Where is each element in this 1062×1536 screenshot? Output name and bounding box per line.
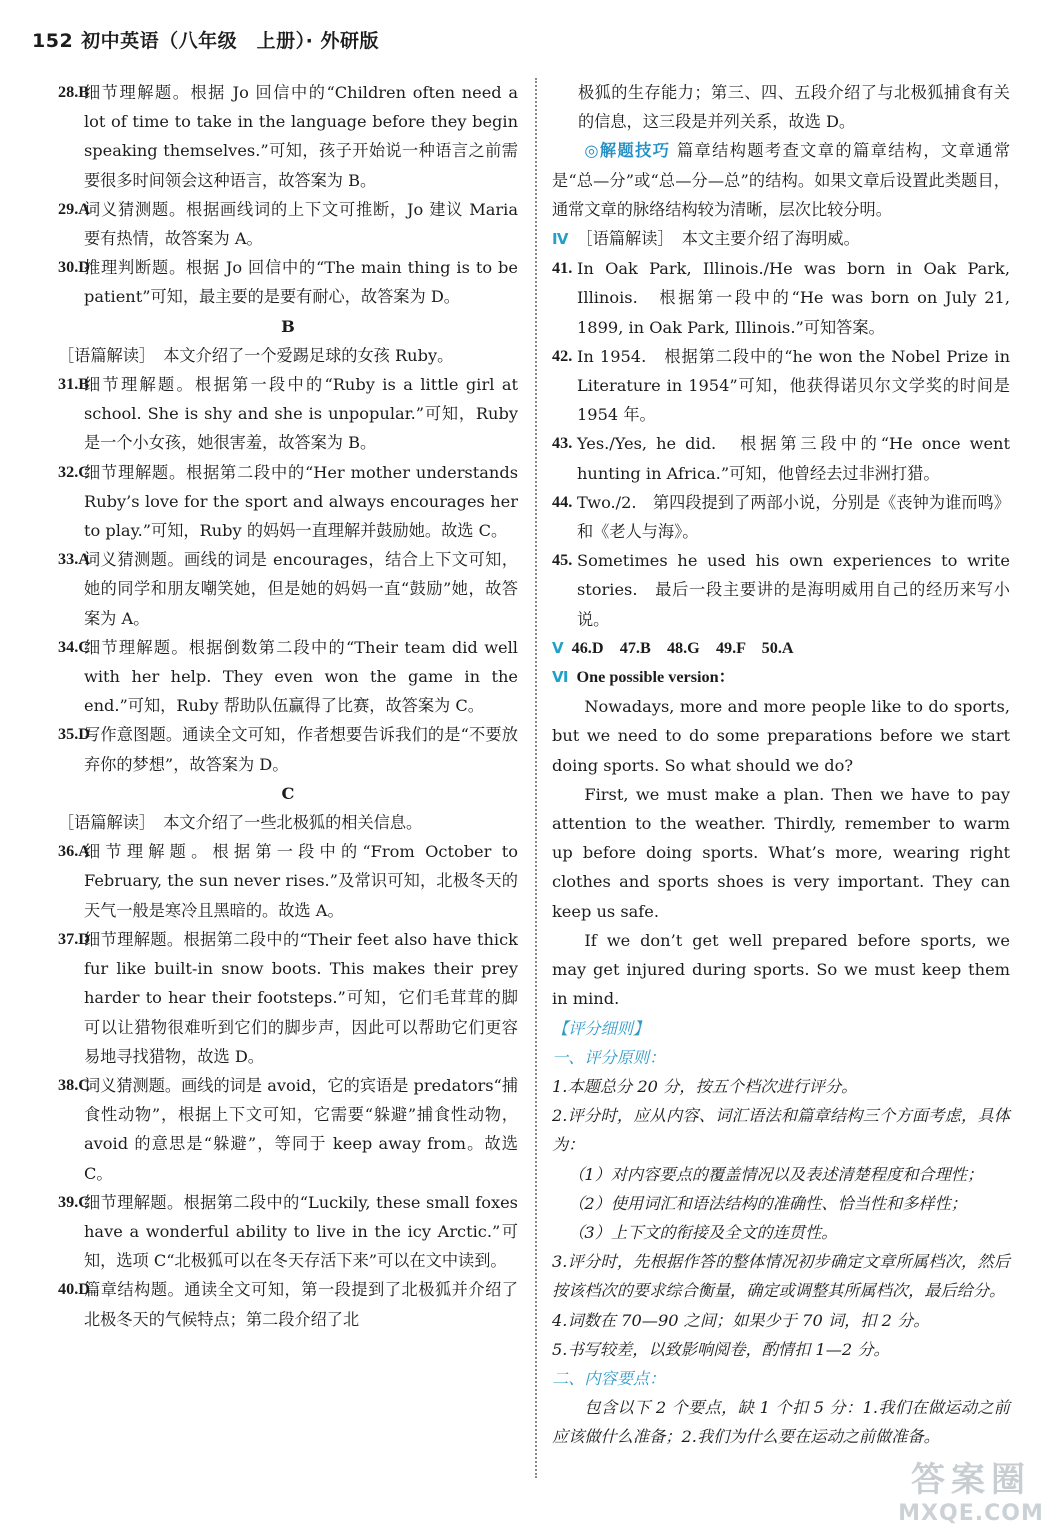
- answer-text: 细节理解题。根据第一段中的“From October to February, the sun never rises.”及常识可知，北极冬天的天气一般是寒冷且黑暗的。故选 A。: [84, 842, 518, 920]
- right-column: [552, 78, 1010, 1452]
- answer-item: [58, 720, 518, 778]
- section-5-answers: [552, 634, 1010, 663]
- roman-numeral-icon: Ⅴ: [552, 638, 564, 657]
- rubric-line: 4.词数在 70—90 之间；如果少于 70 词，扣 2 分。: [552, 1310, 930, 1330]
- section-c-heading: C: [281, 783, 295, 803]
- answer-item: [58, 925, 518, 1071]
- answer-item: [58, 633, 518, 721]
- roman-numeral-icon: Ⅳ: [552, 230, 569, 249]
- page-number: 152: [32, 30, 74, 52]
- answer-text: In 1954. 根据第二段中的“he won the Nobel Prize in Literature in 1954”可知，他获得诺贝尔文学奖的时间是 1954 年。: [577, 346, 1010, 425]
- answer-number: 30.D: [58, 258, 90, 277]
- rubric-line: 5.书写较差，以致影响阅卷，酌情扣 1—2 分。: [552, 1339, 890, 1359]
- essay-paragraph: If we don’t get well prepared before sports, we may get injured during sports. So we must keep them in mind.: [552, 930, 1010, 1009]
- answer-item: [58, 837, 518, 925]
- left-column: [58, 78, 518, 1334]
- essay-paragraph: First, we must make a plan. Then we have to pay attention to the weather. Thirdly, remember to warm up before doing sports. What’s more, wearing right clothes and sports shoes is very important. They can keep us safe.: [552, 784, 1010, 921]
- rubric-line: 3.评分时，先根据作答的整体情况初步确定文章所属档次，然后按该档次的要求综合衡量，确定或调整其所属档次，最后给分。: [552, 1252, 1010, 1301]
- answer-number: 36.A: [58, 842, 90, 861]
- section-4-heading: [552, 224, 1010, 254]
- section-6-heading: [552, 663, 1010, 692]
- answer-item: [552, 342, 1010, 430]
- answer-number: 42.: [552, 346, 573, 365]
- answer-number: 38.C: [58, 1075, 90, 1094]
- answer-text: 细节理解题。根据第二段中的“Their feet also have thick fur like built-in snow boots. This makes their prey harder to hear their footsteps.”可知，它们毛茸茸的脚可以让猎物很难听到它们的脚步声，因此可以帮助它们更容易地寻找猎物，故选 D。: [84, 929, 518, 1066]
- answer-number: 33.A: [58, 550, 90, 569]
- answer-text: 篇章结构题。通读全文可知，第一段提到了北极狐并介绍了北极冬天的气候特点；第二段介绍了北: [84, 1280, 518, 1329]
- answer-item: [552, 254, 1010, 342]
- answer-item: [552, 488, 1010, 546]
- rubric-line: （2）使用词汇和语法结构的准确性、恰当性和多样性；: [568, 1193, 967, 1213]
- answer-number: 28.B: [58, 83, 90, 101]
- section-5-text: 46.D 47.B 48.G 49.F 50.A: [571, 638, 794, 657]
- answer-text: 细节理解题。根据 Jo 回信中的“Children often need a lot of time to take in the language before they begin speaking themselves.”可知，孩子开始说一种语言之前需要很多时间领会这种语言，故答案为 B。: [84, 83, 518, 190]
- essay-paragraph: Nowadays, more and more people like to do sports, but we need to do some preparations before we start doing sports. So what should we do?: [552, 697, 1010, 775]
- answer-item: [552, 429, 1010, 487]
- rubric-line: （3）上下文的衔接及全文的连贯性。: [568, 1222, 838, 1242]
- answer-number: 39.C: [58, 1192, 90, 1211]
- answer-number: 41.: [552, 259, 573, 278]
- answer-text: 写作意图题。通读全文可知，作者想要告诉我们的是“不要放弃你的梦想”，故答案为 D。: [84, 725, 518, 774]
- section-6-text: One possible version：: [576, 668, 735, 687]
- answer-item: [58, 253, 518, 311]
- reading-summary-b: ［语篇解读］ 本文介绍了一个爱踢足球的女孩 Ruby。: [58, 345, 454, 365]
- answer-number: 45.: [552, 551, 573, 570]
- rubric-line: （1）对内容要点的覆盖情况以及表述清楚程度和合理性；: [568, 1164, 984, 1184]
- solving-tip-text: 篇章结构题考查文章的篇章结构，文章通常是“总—分”或“总—分—总”的结构。如果文章后设置此类题目，通常文章的脉络结构较为清晰，层次比较分明。: [552, 141, 1011, 219]
- section-b-heading: B: [281, 316, 295, 336]
- site-watermark-logo: [886, 1450, 1056, 1528]
- answer-item: [58, 1071, 518, 1188]
- answer-item: [58, 545, 518, 633]
- answer-number: 44.: [552, 492, 573, 511]
- rubric-title: 【评分细则】: [552, 1018, 650, 1038]
- answer-number: 43.: [552, 434, 573, 453]
- answer-text: 细节理解题。根据第二段中的“Luckily, these small foxes have a wonderful ability to live in the icy Arctic.”可知，选项 C“北极狐可以在冬天存活下来”可以在文中读到。: [84, 1192, 518, 1271]
- answer-text: 词义猜测题。画线的词是 avoid，它的宾语是 predators“捕食性动物”，根据上下文可知，它需要“躲避”捕食性动物，avoid 的意思是“躲避”，等同于 keep away from。故选 C。: [84, 1075, 519, 1183]
- answer-text: Yes./Yes, he did. 根据第三段中的“He once went hunting in Africa.”可知，他曾经去过非洲打猎。: [577, 434, 1010, 483]
- answer-item: [58, 1275, 518, 1333]
- answer-text: 词义猜测题。根据画线词的上下文可推断，Jo 建议 Maria 要有热情，故答案为 A。: [84, 199, 518, 249]
- answer-item: [58, 458, 518, 546]
- answer-item: [58, 370, 518, 458]
- solving-tip: [552, 136, 1010, 224]
- answer-text: Sometimes he used his own experiences to write stories. 最后一段主要讲的是海明威用自己的经历来写小说。: [577, 551, 1010, 629]
- answer-number: 35.D: [58, 725, 90, 744]
- answer-text: In Oak Park, Illinois./He was born in Oak Park, Illinois. 根据第一段中的“He was born on July 21, 1899, in Oak Park, Illinois.”可知答案。: [577, 259, 1010, 337]
- answer-item: [58, 195, 518, 253]
- page-header: [32, 26, 379, 53]
- answer-text: Two./2. 第四段提到了两部小说，分别是《丧钟为谁而鸣》和《老人与海》。: [577, 492, 1010, 542]
- column-divider: [535, 78, 537, 1478]
- reading-summary-c: ［语篇解读］ 本文介绍了一些北极狐的相关信息。: [58, 813, 423, 833]
- watermark-url: MXQE.COM: [898, 1501, 1044, 1526]
- solving-tip-label: ◎解题技巧: [584, 141, 671, 161]
- answer-text: 推理判断题。根据 Jo 回信中的“The main thing is to be patient”可知，最主要的是要有耐心，故答案为 D。: [84, 258, 518, 307]
- answer-text: 词义猜测题。画线的词是 encourages，结合上下文可知，她的同学和朋友嘲笑她，但是她的妈妈一直“鼓励”她，故答案为 A。: [84, 550, 518, 628]
- rubric-line: 2.评分时，应从内容、词汇语法和篇章结构三个方面考虑，具体为：: [552, 1106, 1010, 1155]
- answer-item: [552, 546, 1010, 634]
- rubric-content-points: 包含以下 2 个要点，缺 1 个扣 5 分：1.我们在做运动之前应该做什么准备；2.我们为什么要在运动之前做准备。: [552, 1398, 1010, 1447]
- answer-text: 细节理解题。根据第二段中的“Her mother understands Ruby’s love for the sport and always encourages her to play.”可知，Ruby 的妈妈一直理解并鼓励她。故选 C。: [84, 462, 518, 541]
- answer-number: 32.C: [58, 462, 90, 481]
- answer-number: 34.C: [58, 637, 90, 656]
- rubric-heading-content: 二、内容要点：: [552, 1368, 666, 1388]
- answer-number: 29.A: [58, 199, 90, 218]
- answer-text: 细节理解题。根据第一段中的“Ruby is a little girl at school. She is shy and she is unpopular.”可知，Ruby 是一个小女孩，她很害羞，故答案为 B。: [84, 375, 518, 453]
- answer-text: 细节理解题。根据倒数第二段中的“Their team did well with her help. They even won the game in the end.”可知，Ruby 帮助队伍赢得了比赛，故答案为 C。: [84, 637, 518, 716]
- answer-40-continued: 极狐的生存能力；第三、四、五段介绍了与北极狐捕食有关的信息，这三段是并列关系，故选 D。: [578, 83, 1010, 132]
- answer-number: 40.D: [58, 1280, 90, 1299]
- watermark-text: 答案圈: [911, 1460, 1031, 1500]
- book-title: 初中英语（八年级 上册）· 外研版: [81, 30, 380, 52]
- answer-item: [58, 78, 518, 195]
- section-4-summary: ［语篇解读］ 本文主要介绍了海明威。: [576, 229, 860, 249]
- rubric-line: 1.本题总分 20 分，按五个档次进行评分。: [552, 1076, 858, 1096]
- answer-number: 37.D: [58, 929, 90, 948]
- answer-number: 31.B: [58, 375, 90, 394]
- rubric-heading-principles: 一、评分原则：: [552, 1047, 666, 1067]
- roman-numeral-icon: Ⅵ: [552, 668, 569, 687]
- answer-item: [58, 1188, 518, 1276]
